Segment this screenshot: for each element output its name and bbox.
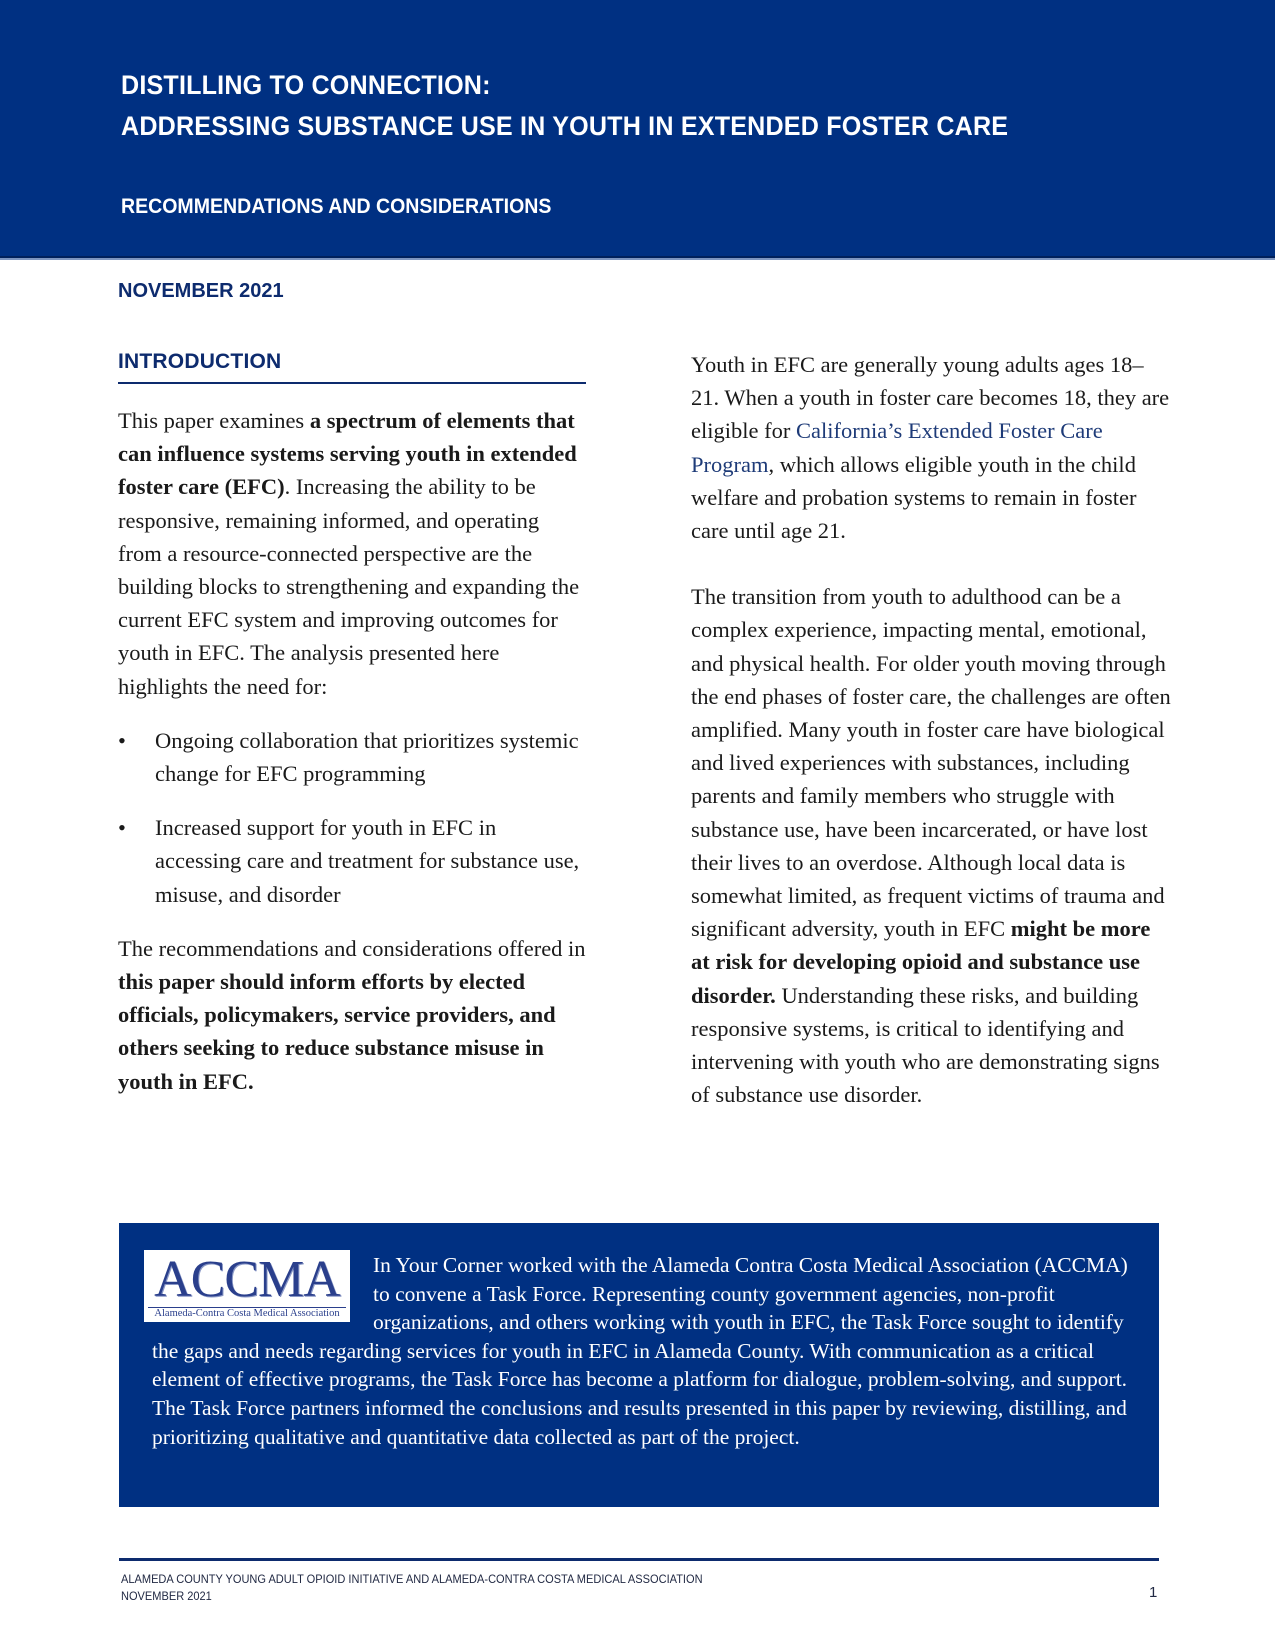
bullet-icon: • bbox=[118, 727, 126, 753]
document-title-line-1: DISTILLING TO CONNECTION: bbox=[121, 70, 491, 100]
bullet-icon: • bbox=[118, 815, 126, 841]
needs-bullet-list bbox=[118, 724, 586, 911]
intro-p2-bold: this paper should inform efforts by elected officials, policymakers, service providers, and others seeking to reduce substance misuse in youth in EFC. bbox=[118, 969, 556, 1094]
intro-paragraph-2 bbox=[118, 932, 586, 1098]
right-p1-rest: , which allows eligible youth in the child welfare and probation systems to remain in foster care until age 21. bbox=[691, 451, 1137, 544]
bullet-text: Ongoing collaboration that prioritizes systemic change for EFC programming bbox=[155, 727, 579, 787]
intro-p1-rest: . Increasing the ability to be responsive, remaining informed, and operating from a resource-connected perspective are the building blocks to strengthening and expanding the current EFC system and improving outcomes for youth in EFC. The analysis presented here highlights the need for: bbox=[118, 474, 580, 699]
publication-date: NOVEMBER 2021 bbox=[118, 280, 284, 302]
list-item bbox=[118, 811, 586, 911]
accma-tagline: Alameda-Contra Costa Medical Association bbox=[148, 1307, 346, 1320]
footer-date: NOVEMBER 2021 bbox=[121, 1589, 212, 1603]
right-paragraph-2 bbox=[691, 580, 1171, 1111]
accma-wordmark: ACCMA bbox=[154, 1251, 340, 1308]
right-p2-rest: Understanding these risks, and building responsive systems, is critical to identifying and intervening with youth who are demonstrating signs of substance use disorder. bbox=[691, 982, 1160, 1108]
accma-logo bbox=[144, 1250, 350, 1322]
footer-organizations: ALAMEDA COUNTY YOUNG ADULT OPIOID INITIATIVE AND ALAMEDA-CONTRA COSTA MEDICAL ASSOCIATION bbox=[121, 1572, 703, 1586]
task-force-callout-box bbox=[119, 1223, 1159, 1507]
callout-body: In Your Corner worked with the Alameda Contra Costa Medical Association (ACCMA) to convene a Task Force. Representing county government agencies, non-profit organizations, and others working with youth in EFC, the Task Force sought to identify the gaps and needs regarding services for youth in EFC in Alameda County. With communication as a critical element of effective programs, the Task Force has become a platform for dialogue, problem-solving, and support. The Task Force partners informed the conclusions and results presented in this paper by reviewing, distilling, and prioritizing qualitative and quantitative data collected as part of the project. bbox=[152, 1253, 1128, 1449]
intro-p1-lead: This paper examines bbox=[118, 408, 310, 433]
left-column bbox=[118, 350, 586, 1119]
bullet-text: Increased support for youth in EFC in accessing care and treatment for substance use, misuse, and disorder bbox=[155, 815, 580, 907]
right-paragraph-1 bbox=[691, 348, 1171, 547]
list-item bbox=[118, 724, 586, 790]
right-p1-lead: Youth in EFC are generally young adults ages 18–21. When a youth in foster care becomes 18, they are eligible for bbox=[691, 352, 1170, 444]
introduction-heading: INTRODUCTION bbox=[118, 350, 586, 384]
intro-p1-bold: a spectrum of elements that can influence systems serving youth in extended foster care (EFC) bbox=[118, 408, 577, 500]
right-p2-lead: The transition from youth to adulthood can be a complex experience, impacting mental, emotional, and physical health. For older youth moving through the end phases of foster care, the challenges are often amplified. Many youth in foster care have biological and lived experiences with substances, including parents and family members who struggle with substance use, have been incarcerated, or have lost their lives to an overdose. Although local data is somewhat limited, as frequent victims of trauma and significant adversity, youth in EFC bbox=[691, 584, 1171, 942]
page-number: 1 bbox=[1149, 1584, 1158, 1601]
document-title-line-2: ADDRESSING SUBSTANCE USE IN YOUTH IN EXTENDED FOSTER CARE bbox=[121, 111, 1009, 141]
footer-divider bbox=[119, 1558, 1159, 1561]
efc-program-link[interactable]: California’s Extended Foster Care Program bbox=[691, 418, 1103, 477]
intro-p2-lead: The recommendations and considerations offered in bbox=[118, 935, 586, 961]
header-band bbox=[0, 0, 1275, 258]
right-column bbox=[691, 348, 1171, 1144]
right-p2-bold: might be more at risk for developing opioid and substance use disorder. bbox=[691, 916, 1151, 1008]
intro-paragraph-1 bbox=[118, 404, 586, 703]
document-subtitle: RECOMMENDATIONS AND CONSIDERATIONS bbox=[121, 195, 552, 218]
